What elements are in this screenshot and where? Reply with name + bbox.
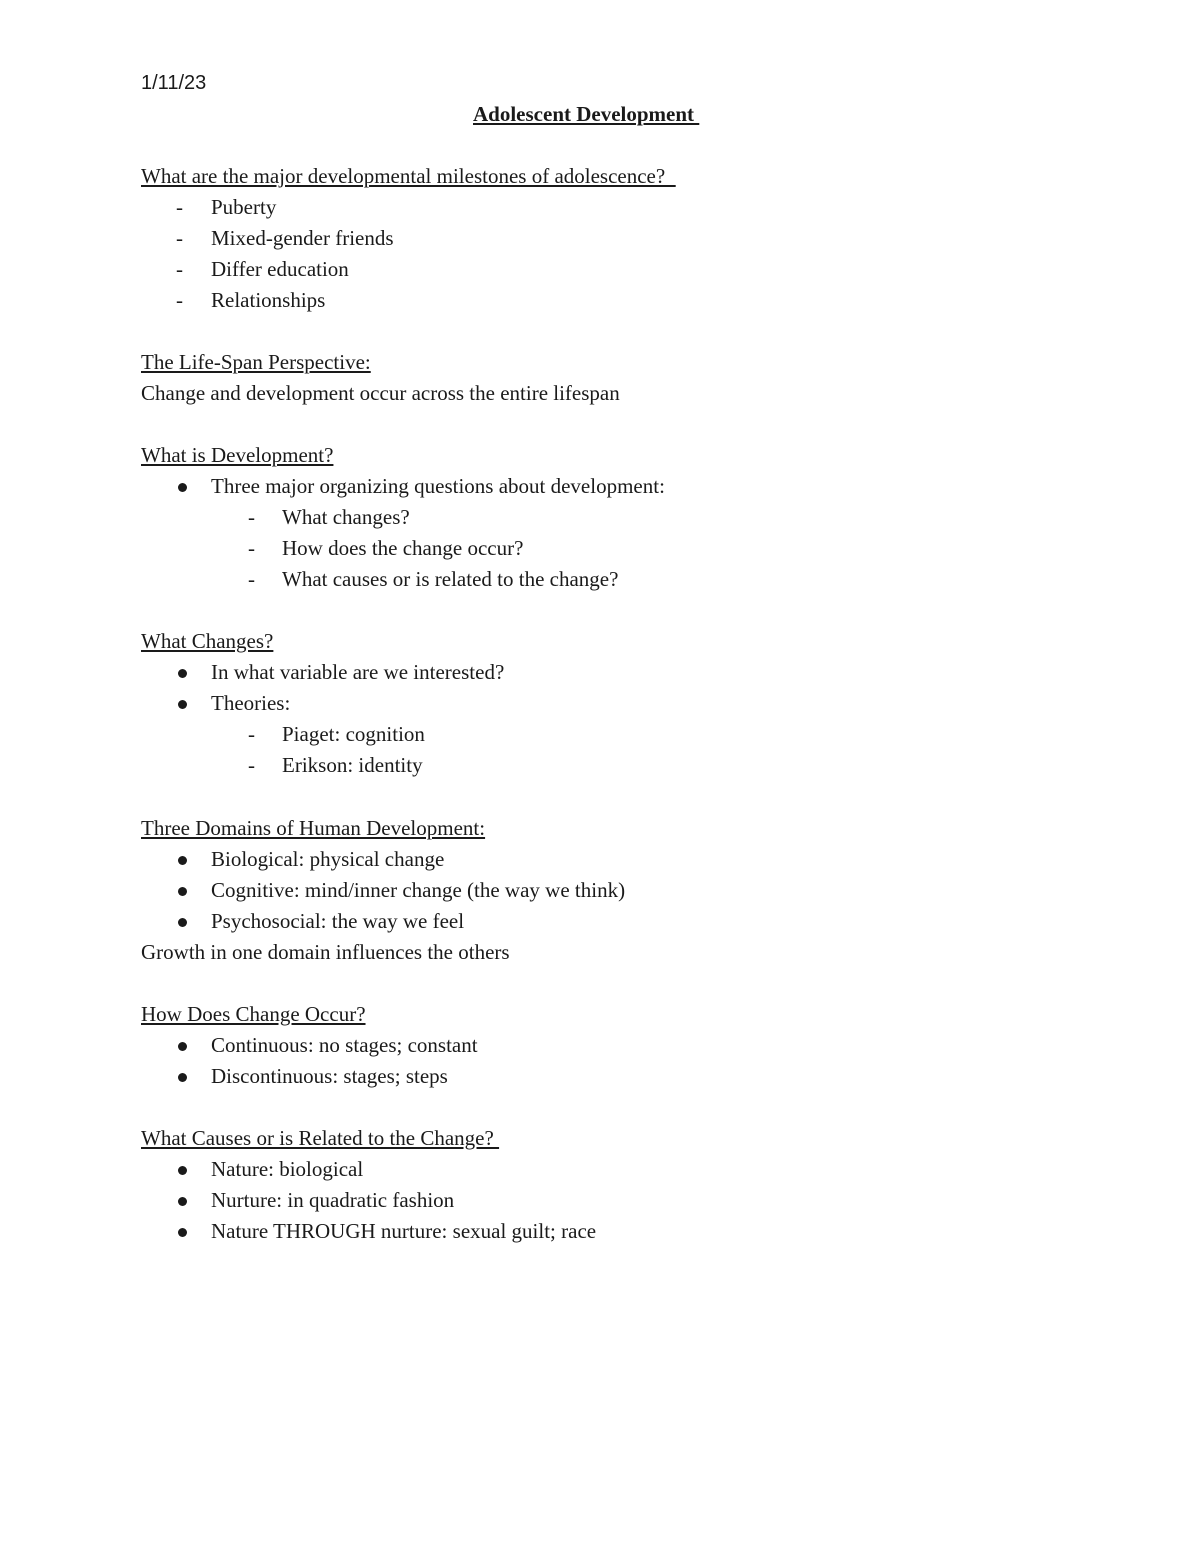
document-title: Adolescent Development (473, 102, 700, 126)
dash-marker: - (248, 722, 255, 746)
causes-heading: What Causes or is Related to the Change? (141, 1126, 500, 1150)
development-heading: What is Development? (141, 443, 334, 467)
list-item: Nurture: in quadratic fashion (211, 1188, 455, 1212)
bullet-marker (178, 1197, 187, 1206)
dash-marker: - (248, 536, 255, 560)
bullet-marker (178, 918, 187, 927)
dash-marker: - (176, 195, 183, 219)
list-item: Three major organizing questions about development: (211, 474, 665, 498)
bullet-marker (178, 856, 187, 865)
list-item: Continuous: no stages; constant (211, 1033, 478, 1057)
domains-text: Growth in one domain influences the others (141, 940, 510, 964)
bullet-marker (178, 1166, 187, 1175)
lifespan-text: Change and development occur across the entire lifespan (141, 381, 620, 405)
list-item: Piaget: cognition (282, 722, 425, 746)
lifespan-heading: The Life-Span Perspective: (141, 350, 371, 374)
dash-marker: - (248, 753, 255, 777)
document-date: 1/11/23 (141, 72, 207, 94)
bullet-marker (178, 700, 187, 709)
list-item: What causes or is related to the change? (282, 567, 619, 591)
dash-marker: - (248, 505, 255, 529)
dash-marker: - (248, 567, 255, 591)
dash-marker: - (176, 226, 183, 250)
list-item: Psychosocial: the way we feel (211, 909, 465, 933)
list-item: In what variable are we interested? (211, 660, 505, 684)
list-item: What changes? (282, 505, 410, 529)
list-item: Mixed-gender friends (211, 226, 394, 250)
list-item: Theories: (211, 691, 291, 715)
list-item: Relationships (211, 288, 326, 312)
list-item: Nature THROUGH nurture: sexual guilt; race (211, 1219, 597, 1243)
bullet-marker (178, 1073, 187, 1082)
list-item: Cognitive: mind/inner change (the way we think) (211, 878, 626, 902)
bullet-marker (178, 483, 187, 492)
milestones-heading: What are the major developmental milestones of adolescence? (141, 164, 676, 188)
list-item: Biological: physical change (211, 847, 445, 871)
dash-marker: - (176, 288, 183, 312)
list-item: Discontinuous: stages; steps (211, 1064, 448, 1088)
what-changes-heading: What Changes? (141, 629, 274, 653)
domains-heading: Three Domains of Human Development: (141, 816, 486, 840)
dash-marker: - (176, 257, 183, 281)
bullet-marker (178, 1228, 187, 1237)
bullet-marker (178, 1042, 187, 1051)
list-item: Nature: biological (211, 1157, 364, 1181)
list-item: Differ education (211, 257, 349, 281)
list-item: How does the change occur? (282, 536, 524, 560)
list-item: Erikson: identity (282, 753, 423, 777)
list-item: Puberty (211, 195, 277, 219)
bullet-marker (178, 669, 187, 678)
bullet-marker (178, 887, 187, 896)
how-change-heading: How Does Change Occur? (141, 1002, 366, 1026)
